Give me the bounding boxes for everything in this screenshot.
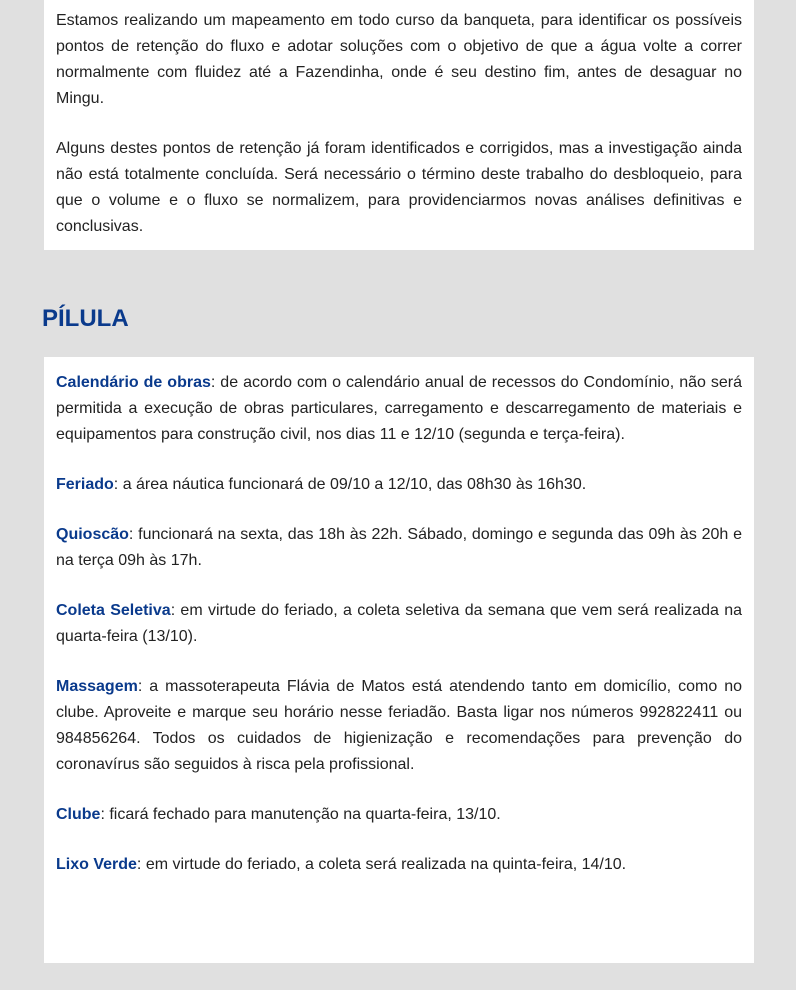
item-label: Feriado: [56, 476, 114, 493]
item-text: : a área náutica funcionará de 09/10 a 12/10, das 08h30 às 16h30.: [113, 476, 587, 493]
item-text: : funcionará na sexta, das 18h às 22h. Sábado, domingo e segunda das 09h às 20h e na terça 09h às 17h.: [56, 526, 742, 569]
pilula-item-clube: [56, 802, 742, 828]
pilula-item-feriado: [56, 472, 742, 498]
intro-paragraph-1: Estamos realizando um mapeamento em todo curso da banqueta, para identificar os possíveis pontos de retenção do fluxo e adotar soluções com o objetivo de que a água volte a correr normalmente com fluidez até a Fazendinha, onde é seu destino fim, antes de desaguar no Mingu.: [56, 12, 742, 107]
item-label: Calendário de obras: [56, 374, 211, 391]
section-title-pilula: PÍLULA: [42, 305, 129, 332]
pilula-item-coleta-seletiva: [56, 598, 742, 650]
item-label: Coleta Seletiva: [56, 602, 171, 619]
item-text: : de acordo com o calendário anual de recessos do Condomínio, não será permitida a execução de obras particulares, carregamento e descarregamento de materiais e equipamentos para construção civil, nos dias 11 e 12/10 (segunda e terça-feira).: [56, 374, 743, 443]
pilula-item-quioscao: [56, 522, 742, 574]
item-label: Massagem: [56, 678, 138, 695]
pilula-item-lixo-verde: [56, 852, 742, 878]
item-text: : em virtude do feriado, a coleta seletiva da semana que vem será realizada na quarta-feira (13/10).: [56, 602, 743, 645]
pilula-card: [44, 357, 754, 963]
item-label: Quioscão: [56, 526, 129, 543]
item-text: : em virtude do feriado, a coleta será realizada na quinta-feira, 14/10.: [136, 856, 627, 873]
item-label: Lixo Verde: [56, 856, 137, 873]
item-text: : ficará fechado para manutenção na quarta-feira, 13/10.: [100, 806, 501, 823]
pilula-item-calendario: [56, 370, 742, 448]
item-text: : a massoterapeuta Flávia de Matos está atendendo tanto em domicílio, como no clube. Aproveite e marque seu horário nesse feriadão. Basta ligar nos números 992822411 ou 984856264. Todos os cuidados de higienização e recomendações para prevenção do coronavírus são seguidos à risca pela profissional.: [56, 678, 742, 773]
intro-paragraph-2: Alguns destes pontos de retenção já foram identificados e corrigidos, mas a investigação ainda não está totalmente concluída. Será necessário o término deste trabalho do desbloqueio, para que o volume e o fluxo se normalizem, para providenciarmos novas análises definitivas e conclusivas.: [56, 140, 742, 235]
item-label: Clube: [56, 806, 101, 823]
intro-card: [44, 0, 754, 250]
pilula-item-massagem: [56, 674, 742, 778]
